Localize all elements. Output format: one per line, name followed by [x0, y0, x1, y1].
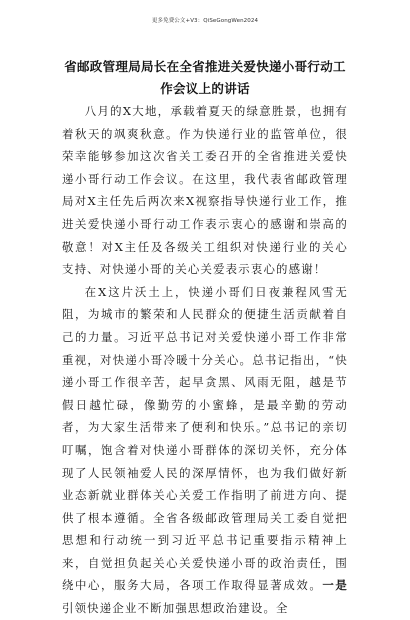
paragraph-2-text: 在X这片沃土上，快递小哥们日夜兼程风雪无阻，为城市的繁荣和人民群众的便捷生活贡献着自己的力量。习近平总书记对关爱快递小哥工作非常重视，对快递小哥冷暖十分关心。总书记指出，“快递小哥工作很辛苦，起早贪黑、风雨无阻，越是节假日越忙碌，像勤劳的小蜜蜂，是最辛勤的劳动者，为大家生活带来了便利和快乐。”总书记的亲切叮嘱，饱含着对快递小哥群体的深切关怀，充分体现了人民领袖爱人民的深厚情怀，也为我们做好新业态新就业群体关心关爱工作指明了前进方向、提供了根本遵循。全省各级邮政管理局关工委自觉把思想和行动统一到习近平总书记重要指示精神上来，自觉担负起关心关爱快递小哥的政治责任，围绕中心，服务大局，各项工作取得显著成效。	[62, 284, 348, 593]
paragraph-2	[62, 281, 348, 620]
bold-lead: 一是	[322, 578, 348, 593]
header-note: 更多免费公文+V3：QiSeGongWen2024	[151, 18, 259, 24]
document-body	[62, 100, 348, 620]
paragraph-2-tail: 引领快递企业不断加强思想政治建设。全	[62, 601, 289, 616]
paragraph-1: 八月的X大地，承载着夏天的绿意胜景，也拥有着秋天的飒爽秋意。作为快递行业的监管单位，很荣幸能够参加这次省关工委召开的全省推进关爱快递小哥行动工作会议。在这里，我代表省邮政管理局对X主任先后两次来X视察指导快递行业工作，推进关爱快递小哥行动工作表示衷心的感谢和崇高的敬意！对X主任及各级关工组织对快递行业的关心支持、对快递小哥的关心关爱表示衷心的感谢！	[62, 104, 348, 277]
document-title: 省邮政管理局局长在全省推进关爱快递小哥行动工作会议上的讲话	[64, 59, 346, 96]
